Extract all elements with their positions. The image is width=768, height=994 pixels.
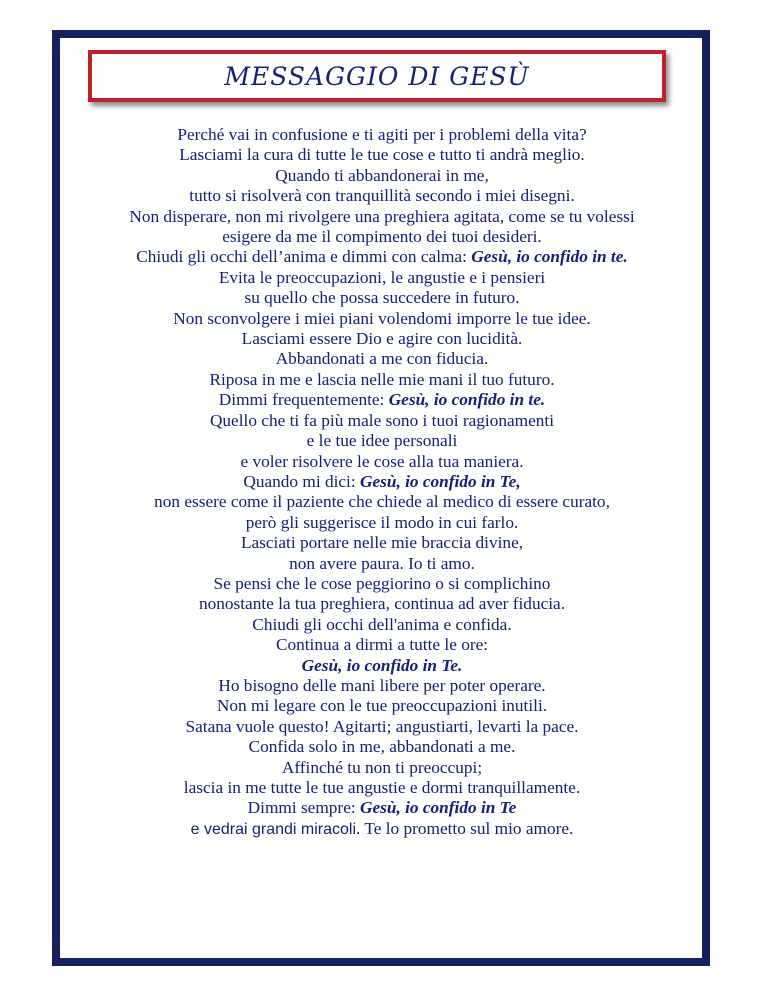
title-box xyxy=(88,50,666,102)
line-text: Non sconvolgere i miei piani volendomi imporre le tue idee. xyxy=(173,308,591,328)
line-text: Dimmi frequentemente: xyxy=(218,390,389,410)
text-line xyxy=(60,370,704,390)
line-text: Abbandonati a me con fiducia. xyxy=(275,349,489,369)
line-emphasis: Gesù, io confido in te. xyxy=(388,390,546,410)
line-text: Evita le preoccupazioni, le angustie e i pensieri xyxy=(218,267,546,287)
text-line xyxy=(60,798,704,818)
text-line xyxy=(60,125,704,145)
text-line xyxy=(60,513,704,533)
text-line xyxy=(60,166,704,186)
text-line xyxy=(60,615,704,635)
line-text: Non disperare, non mi rivolgere una preghiera agitata, come se tu volessi xyxy=(129,206,635,226)
line-text: lascia in me tutte le tue angustie e dormi tranquillamente. xyxy=(183,778,581,797)
text-line xyxy=(60,737,704,757)
line-text: nonostante la tua preghiera, continua ad aver fiducia. xyxy=(198,594,566,614)
text-line xyxy=(60,247,704,267)
line-text: Lasciami la cura di tutte le tue cose e tutto ti andrà meglio. xyxy=(179,145,585,165)
line-text: e le tue idee personali xyxy=(306,431,458,451)
line-text: tutto si risolverà con tranquillità secondo i miei disegni. xyxy=(189,186,575,206)
text-line xyxy=(60,268,704,288)
text-line xyxy=(60,635,704,655)
text-line xyxy=(60,329,704,349)
closing-serif-part: . Te lo prometto sul mio amore. xyxy=(356,818,574,838)
text-line xyxy=(60,778,704,798)
message-text xyxy=(60,125,704,840)
text-line xyxy=(60,431,704,451)
line-text: Quando mi dici: xyxy=(243,471,360,491)
line-text: Quando ti abbandonerai in me, xyxy=(275,165,489,185)
text-line xyxy=(60,492,704,512)
line-text: esigere da me il compimento dei tuoi desideri. xyxy=(222,227,542,247)
text-line xyxy=(60,594,704,614)
line-text: Chiudi gli occhi dell’anima e dimmi con calma: xyxy=(136,247,472,267)
text-line xyxy=(60,717,704,737)
line-emphasis: Gesù, io confido in Te. xyxy=(301,655,463,675)
text-line-closing xyxy=(60,819,704,840)
text-line xyxy=(60,696,704,716)
text-line xyxy=(60,411,704,431)
text-line xyxy=(60,207,704,227)
text-line xyxy=(60,574,704,594)
line-text: Lasciati portare nelle mie braccia divine, xyxy=(240,533,524,553)
line-text: e voler risolvere le cose alla tua maniera. xyxy=(240,451,524,471)
text-line xyxy=(60,390,704,410)
text-line xyxy=(60,186,704,206)
line-text: Non mi legare con le tue preoccupazioni inutili. xyxy=(216,696,548,716)
text-line xyxy=(60,656,704,676)
text-line xyxy=(60,676,704,696)
text-line xyxy=(60,554,704,574)
line-emphasis: Gesù, io confido in Te xyxy=(359,798,517,818)
line-text: Satana vuole questo! Agitarti; angustiarti, levarti la pace. xyxy=(185,716,579,736)
text-line xyxy=(60,758,704,778)
line-text: Lasciami essere Dio e agire con lucidità. xyxy=(241,329,523,349)
line-emphasis: Gesù, io confido in Te, xyxy=(359,471,521,491)
line-text: Continua a dirmi a tutte le ore: xyxy=(275,635,489,655)
line-text: Perché vai in confusione e ti agiti per i problemi della vita? xyxy=(177,125,587,144)
text-line xyxy=(60,309,704,329)
closing-sans-part: e vedrai grandi miracoli xyxy=(190,820,357,838)
text-line xyxy=(60,227,704,247)
line-text: non essere come il paziente che chiede al medico di essere curato, xyxy=(154,492,610,512)
text-line xyxy=(60,145,704,165)
line-text: però gli suggerisce il modo in cui farlo. xyxy=(245,512,519,532)
line-text: non avere paura. Io ti amo. xyxy=(289,553,475,573)
line-text: Dimmi sempre: xyxy=(247,798,360,818)
text-line xyxy=(60,288,704,308)
line-text: Quello che ti fa più male sono i tuoi ragionamenti xyxy=(209,410,555,430)
text-line xyxy=(60,349,704,369)
text-line xyxy=(60,472,704,492)
line-text: su quello che possa succedere in futuro. xyxy=(244,288,520,308)
line-text: Affinché tu non ti preoccupi; xyxy=(281,757,483,777)
line-emphasis: Gesù, io confido in te. xyxy=(471,247,628,267)
line-text: Confida solo in me, abbandonati a me. xyxy=(248,737,516,757)
line-text: Chiudi gli occhi dell'anima e confida. xyxy=(252,614,512,634)
line-text: Riposa in me e lascia nelle mie mani il tuo futuro. xyxy=(209,369,555,389)
line-text: Se pensi che le cose peggiorino o si complichino xyxy=(213,573,551,593)
text-line xyxy=(60,452,704,472)
text-line xyxy=(60,533,704,553)
line-text: Ho bisogno delle mani libere per poter operare. xyxy=(218,675,546,695)
page-title: MESSAGGIO DI GESÙ xyxy=(224,61,530,91)
